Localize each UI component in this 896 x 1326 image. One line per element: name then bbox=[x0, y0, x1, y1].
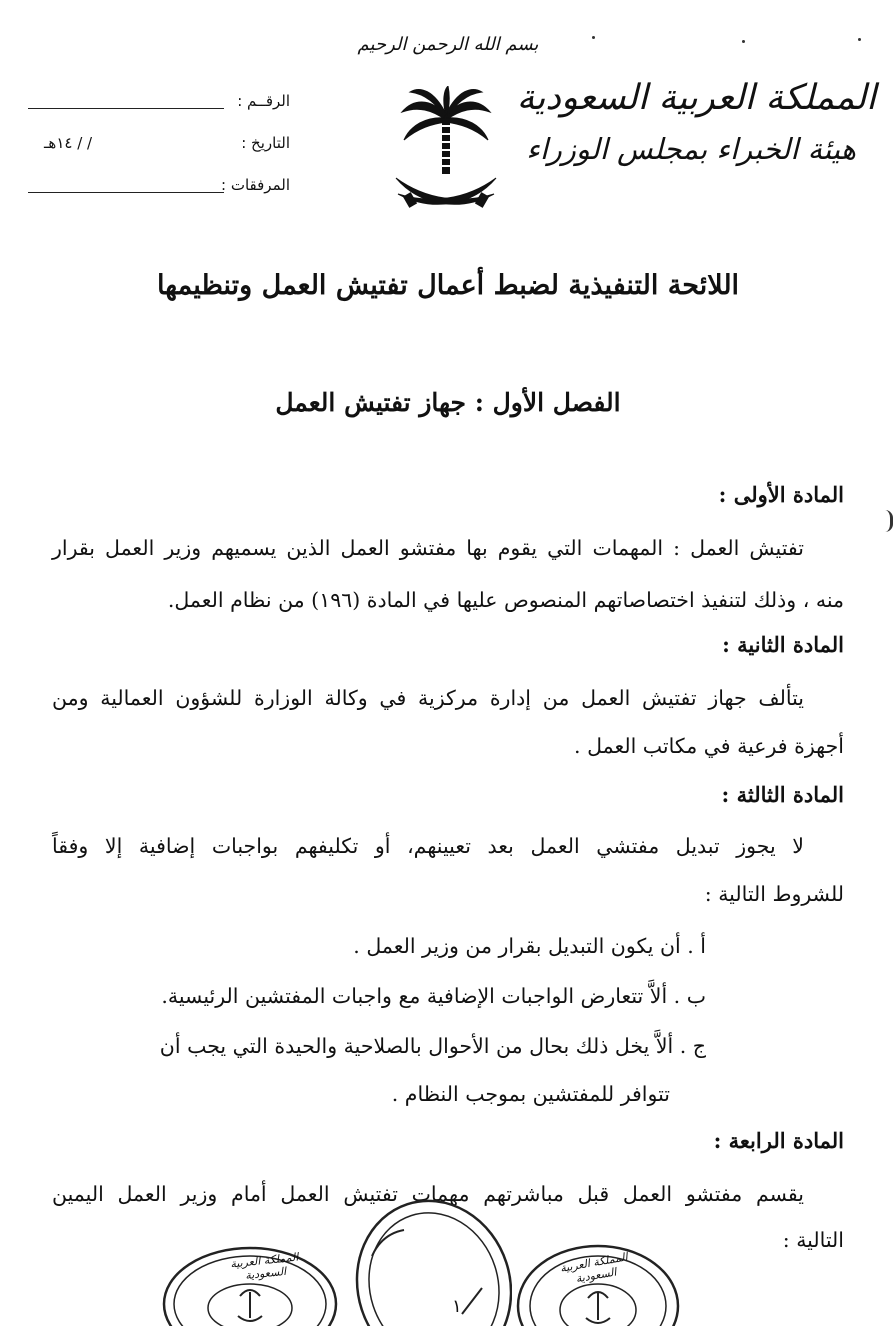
article-2-heading: المادة الثانية : bbox=[722, 632, 844, 657]
article-1-line-1: تفتيش العمل : المهمات التي يقوم بها مفتشو العمل الذين يسميهم وزير العمل بقرار bbox=[52, 536, 804, 560]
letterhead-kingdom: المملكة العربية السعودية bbox=[516, 78, 876, 118]
document-title: اللائحة التنفيذية لضبط أعمال تفتيش العمل وتنظيمها bbox=[156, 270, 740, 301]
article-2-line-1: يتألف جهاز تفتيش العمل من إدارة مركزية في وكالة الوزارة للشؤون العمالية ومن bbox=[52, 686, 804, 710]
article-3-line-2: للشروط التالية : bbox=[704, 882, 844, 906]
basmala: بسم الله الرحمن الرحيم bbox=[357, 34, 539, 55]
date-label: التاريخ : bbox=[241, 134, 290, 152]
letterhead-authority: هيئة الخبراء بمجلس الوزراء bbox=[526, 132, 856, 166]
official-stamp-right-icon bbox=[512, 1240, 682, 1326]
stamp-middle-digit: ١ bbox=[452, 1296, 462, 1317]
article-4-line-2: التالية : bbox=[782, 1228, 844, 1252]
article-4-line-1: يقسم مفتشو العمل قبل مباشرتهم مهمات تفتيش العمل أمام وزير العمل اليمين bbox=[52, 1182, 804, 1206]
article-1-line-2: منه ، وذلك لتنفيذ اختصاصاتهم المنصوص عليها في المادة (١٩٦) من نظام العمل. bbox=[167, 588, 844, 612]
stamp-right-text: المملكة العربية السعودية bbox=[559, 1250, 629, 1286]
article-2-line-2: أجهزة فرعية في مكاتب العمل . bbox=[574, 734, 844, 758]
article-3-item-c: ج . ألاَّ يخل ذلك بحال من الأحوال بالصلاحية والحيدة التي يجب أن bbox=[159, 1034, 706, 1058]
ref-line bbox=[28, 108, 224, 109]
stamp-left-text: المملكة العربية السعودية bbox=[229, 1250, 299, 1283]
chapter-heading: الفصل الأول : جهاز تفتيش العمل bbox=[275, 388, 621, 417]
official-stamp-middle-icon bbox=[352, 1196, 512, 1326]
article-3-heading: المادة الثالثة : bbox=[721, 782, 844, 807]
date-value: / / ١٤هـ bbox=[44, 134, 93, 152]
article-1-heading: المادة الأولى : bbox=[718, 482, 844, 507]
attachments-line bbox=[28, 192, 224, 193]
article-4-heading: المادة الرابعة : bbox=[713, 1128, 844, 1153]
article-3-line-1: لا يجوز تبديل مفتشي العمل بعد تعيينهم، أو تكليفهم بواجبات إضافية إلا وفقاً bbox=[52, 834, 804, 858]
saudi-emblem-icon bbox=[390, 86, 502, 226]
page-edge-mark bbox=[884, 510, 893, 532]
article-3-item-c-cont: تتوافر للمفتشين بموجب النظام . bbox=[391, 1082, 670, 1106]
attachments-label: المرفقات : bbox=[221, 176, 290, 194]
article-3-item-a: أ . أن يكون التبديل بقرار من وزير العمل . bbox=[353, 934, 706, 958]
ref-label: الرقــم : bbox=[237, 92, 290, 110]
article-3-item-b: ب . ألاَّ تتعارض الواجبات الإضافية مع واجبات المفتشين الرئيسية. bbox=[161, 984, 706, 1008]
